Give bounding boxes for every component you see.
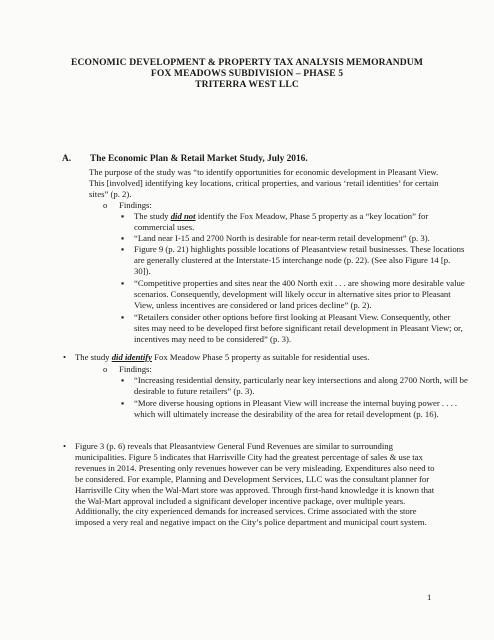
square-bullet: ▪ xyxy=(121,398,125,408)
bullet-2-post: Fox Meadow Phase 5 property as suitable for residential uses. xyxy=(151,352,370,362)
bullet-2-pre: The study xyxy=(75,352,112,362)
square-bullet: ▪ xyxy=(121,211,125,221)
square-bullet: ▪ xyxy=(121,233,125,243)
finding-1-1-pre: The study xyxy=(134,211,171,221)
finding-1-2: “Land near I-15 and 2700 North is desirable for near-term retail development” (p. 3). xyxy=(134,233,430,243)
finding-1-3: Figure 9 (p. 21) highlights possible locations of Pleasantview retail businesses. These locations are generally clustered at the Interstate-15 interchange node (p. 22). (See also Figure 14 [p. 30]). xyxy=(134,244,465,276)
bullet-3-paragraph: Figure 3 (p. 6) reveals that Pleasantview General Fund Revenues are similar to surrounding municipalities. Figure 5 indicates that Harrisville City had the greatest percentage of sales & use tax revenues in 2014. Presenting only revenues however can be very misleading. Expenditures also need to be considered. For example, Planning and Development Services, LLC was the consultant planner for Harrisville City when the Wal-Mart store was approved. Through first-hand knowledge it is known that the Wal-Mart approval included a significant developer incentive package, over multiple years. Additionally, the city experienced demands for increased services. Crime associated with the store imposed a very real and negative impact on the City’s police department and municipal court system. xyxy=(75,441,435,528)
bullet-2-emphasis: did identify xyxy=(111,352,152,362)
finding-1-1-emphasis: did not xyxy=(170,211,196,221)
findings-label-1: Findings: xyxy=(119,200,152,210)
finding-1-5: “Retailers consider other options before first looking at Pleasant View. Consequently, other sites may need to be developed first before significant retail development in Pleasant View; or, incentives may need to be considered” (p. 3). xyxy=(134,312,463,344)
intro-paragraph: The purpose of the study was “to identify opportunities for economic development in Pleasant View. This [involved] identifying key locations, critical properties, and various ‘retail identities’ for certain sites” (p. 2). xyxy=(89,167,439,199)
section-heading xyxy=(62,154,308,164)
finding-1-1 xyxy=(134,211,468,233)
findings-hollow-bullet: o xyxy=(103,200,108,210)
finding-2-2: “More diverse housing options in Pleasant View will increase the internal buying power . . . . which will ultimately increase the desirability of the area for retail development (p. 16). xyxy=(134,398,458,419)
findings-hollow-bullet: o xyxy=(103,364,108,374)
square-bullet: ▪ xyxy=(121,244,125,254)
findings-label-2: Findings: xyxy=(119,364,152,374)
finding-1-4: “Competitive properties and sites near the 400 North exit . . . are showing more desirable value scenarios. Consequently, development will likely occur in alternative sites prior to Pleasant View, unless incentives are considered or land prices decline” (p. 2). xyxy=(134,278,465,310)
page-number: 1 xyxy=(427,592,432,602)
finding-2-1: “Increasing residential density, particularly near key intersections and along 2700 North, will be desirable to future retailers” (p. 3). xyxy=(134,375,468,396)
square-bullet: ▪ xyxy=(121,278,125,288)
round-bullet: • xyxy=(63,352,67,362)
memo-title-line-3: TRITERRA WEST LLC xyxy=(195,79,299,90)
bullet-2-text xyxy=(75,352,435,363)
section-letter: A. xyxy=(62,154,72,164)
memo-title-line-1: ECONOMIC DEVELOPMENT & PROPERTY TAX ANALYSIS MEMORANDUM xyxy=(71,57,423,68)
finding-1-1-post: identify the Fox Meadow, Phase 5 property as a “key location” for commercial uses. xyxy=(134,211,429,232)
memo-title-line-2: FOX MEADOWS SUBDIVISION – PHASE 5 xyxy=(150,68,344,79)
section-title: The Economic Plan & Retail Market Study, July 2016. xyxy=(90,154,308,164)
square-bullet: ▪ xyxy=(121,312,125,322)
square-bullet: ▪ xyxy=(121,375,125,385)
round-bullet: • xyxy=(63,441,67,451)
